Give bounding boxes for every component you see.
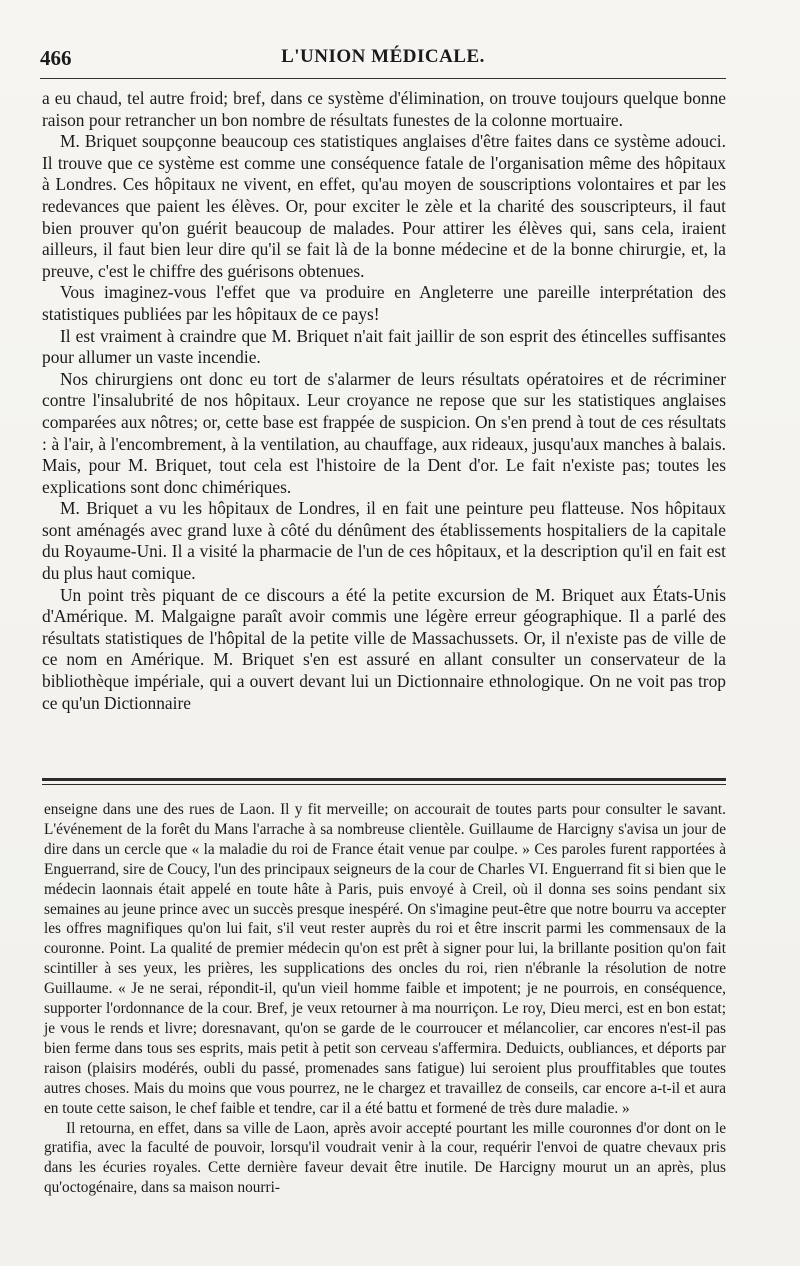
footnote-text [44, 800, 726, 1198]
running-title: L'UNION MÉDICALE. [281, 46, 485, 67]
footnote-paragraph: Il retourna, en effet, dans sa ville de Laon, après avoir accepté pourtant les mille couronnes d'or dont on le gratifia, avec la faculté de pouvoir, lorsqu'il voudrait venir à la cour, requérir l'envoi de quatre chevaux pris dans les écuries royales. Cette dernière faveur devait être inutile. De Harcigny mourut un an après, plus qu'octogénaire, dans sa maison nourri- [44, 1119, 726, 1197]
paragraph: Nos chirurgiens ont donc eu tort de s'alarmer de leurs résultats opératoires et de récriminer contre l'insalubrité de nos hôpitaux. Leur croyance ne repose que sur les statistiques anglaises comparées aux nôtres; or, cette base est frappée de suspicion. On s'en prend à tout de ces résultats : à l'air, à l'encombrement, à la ventilation, au chauffage, aux rideaux, jusqu'aux manches à balais. Mais, pour M. Briquet, tout cela est l'histoire de la Dent d'or. Le fait n'existe pas; toutes les explications sont donc chimériques. [42, 368, 726, 497]
footnote-separator [42, 778, 726, 781]
paragraph: M. Briquet soupçonne beaucoup ces statistiques anglaises d'être faites dans ce système adouci. Il trouve que ce système est comme une conséquence fatale de l'organisation même des hôpitaux à Londres. Ces hôpitaux ne vivent, en effet, qu'au moyen de souscriptions volontaires et par les redevances que paient les élèves. Or, pour exciter le zèle et la charité des souscripteurs, il faut bien prouver qu'on guérit beaucoup de malades. Pour attirer les élèves qui, sans cela, iraient ailleurs, il faut bien leur dire qu'il se fait là de la bonne médecine et de la bonne chirurgie, et, la preuve, c'est le chiffre des guérisons obtenues. [42, 131, 726, 281]
page-header [40, 46, 726, 76]
paragraph: Il est vraiment à craindre que M. Briquet n'ait fait jaillir de son esprit des étincelles suffisantes pour allumer un vaste incendie. [42, 325, 726, 368]
paragraph: a eu chaud, tel autre froid; bref, dans ce système d'élimination, on trouve toujours quelque bonne raison pour retrancher un bon nombre de résultats funestes de la colonne mortuaire. [42, 88, 726, 130]
footnote-paragraph: enseigne dans une des rues de Laon. Il y fit merveille; on accourait de toutes parts pour consulter le savant. L'événement de la forêt du Mans l'arrache à sa nombreuse clientèle. Guillaume de Harcigny s'avisa un jour de dire dans un cercle que « la maladie du roi de France était venue par coulpe. » Ces paroles furent rapportées à Enguerrand, sire de Coucy, l'un des principaux seigneurs de la cour de Charles VI. Enguerrand fit si bien que le médecin laonnais était appelé en toute hâte à Paris, puis envoyé à Creil, où il donna ses soins pendant six semaines au jeune prince avec un succès presque inespéré. On s'imagine peut-être que notre bourru va accepter les offres magnifiques qu'on lui fait, s'il veut rester auprès du roi et être inscrit parmi les commensaux de la couronne. Point. La qualité de premier médecin qu'on est prêt à signer pour lui, la brillante position qu'on fait scintiller à ses yeux, les prières, les supplications des oncles du roi, rien n'ébranle la résolution de notre Guillaume. « Je ne serai, répondit-il, qu'un vieil homme faible et impotent; je ne pourrois, en conséquence, supporter l'ordonnance de la cour. Bref, je veux retourner à ma nourriçon. Le roy, Dieu merci, est en bon estat; je vous le rends et livre; doresnavant, qu'on se garde de le courroucer et mélancolier, car encores n'est-il pas bien ferme dans tous ses esprits, mais petit à petit son cerveau s'affermira. Deduicts, oubliances, et déports par raison (plaisirs modérés, oubli du passé, promenades sans fatigue) lui seroient plus prouffitables que toutes autres choses. Mais du moins que vous pourrez, ne le chargez et travaillez de conseils, car encore a-t-il et aura en toute cette saison, le chef faible et tendre, car il a été battu et formené de très dure maladie. » [44, 801, 726, 1117]
page-number: 466 [40, 46, 72, 70]
paragraph: M. Briquet a vu les hôpitaux de Londres, il en fait une peinture peu flatteuse. Nos hôpitaux sont aménagés avec grand luxe à côté du dénûment des établissements hospitaliers de la capitale du Royaume-Uni. Il a visité la pharmacie de l'un de ces hôpitaux, et la description qu'il en fait est du plus haut comique. [42, 498, 726, 584]
paragraph: Vous imaginez-vous l'effet que va produire en Angleterre une pareille interprétation des statistiques publiées par les hôpitaux de ce pays! [42, 282, 726, 324]
main-text [42, 88, 726, 714]
header-rule [40, 78, 726, 79]
paragraph: Un point très piquant de ce discours a été la petite excursion de M. Briquet aux États-Unis d'Amérique. M. Malgaigne paraît avoir commis une légère erreur géographique. Il a parlé des résultats statistiques de l'hôpital de la petite ville de Massachussets. Or, il n'existe pas de ville de ce nom en Amérique. M. Briquet s'en est assuré en allant consulter un conservateur de la bibliothèque impériale, qui a ouvert devant lui un Dictionnaire ethnologique. On ne voit pas trop ce qu'un Dictionnaire [42, 584, 726, 713]
footnote-separator-thin [42, 784, 726, 785]
